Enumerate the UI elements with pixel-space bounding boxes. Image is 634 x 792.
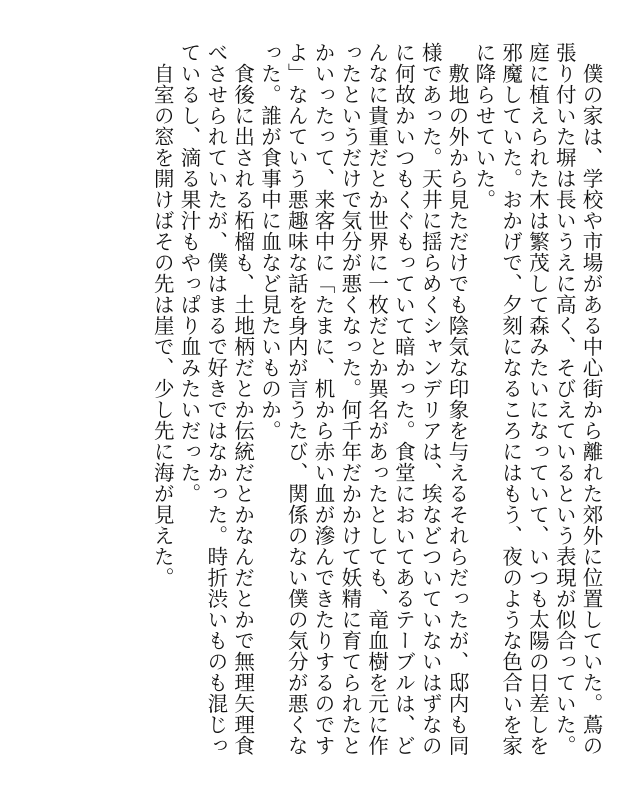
paragraph-3: 食後に出される柘榴も、土地柄だとか伝統だとかなんだとかで無理矢理食べさせられていたが、僕はまるで好きではなかった。時折渋いものも混じっているし、滴る果汁もやっぱり血みたいだった。 bbox=[177, 42, 255, 756]
paragraph-1: 僕の家は、学校や市場がある中心街から離れた郊外に位置していた。蔦の張り付いた塀は長いうえに高く、そびえているという表現が似合っていた。庭に植えられた木は繁茂して森みたいになっていて、いつも太陽の日差しを邪魔していた。おかげで、夕刻になるころにはもう、夜のような色合いを家に降らせていた。 bbox=[471, 42, 603, 756]
paragraph-2: 敷地の外から見ただけでも陰気な印象を与えるそれらだったが、邸内も同様であった。天井に揺らめくシャンデリアは、埃などついていないはずなのに何故かいつもくぐもっていて暗かった。食堂においてあるテーブルは、どんなに貴重だとか世界に一枚だとか異名があったとしても、竜血樹を元に作ったというだけで気分が悪くなった。何千年だかかけて妖精に育てられたとかいったって、来客中に「たまに、机から赤い血が滲んできたりするのですよ」なんていう悪趣味な話を身内が言うたび、関係のない僕の気分が悪くなった。誰が食事中に血など見たいものか。 bbox=[257, 42, 470, 756]
novel-body-text bbox=[18, 42, 604, 760]
paragraph-4: 自室の窓を開けばその先は崖で、少し先に海が見えた。 bbox=[150, 62, 175, 588]
